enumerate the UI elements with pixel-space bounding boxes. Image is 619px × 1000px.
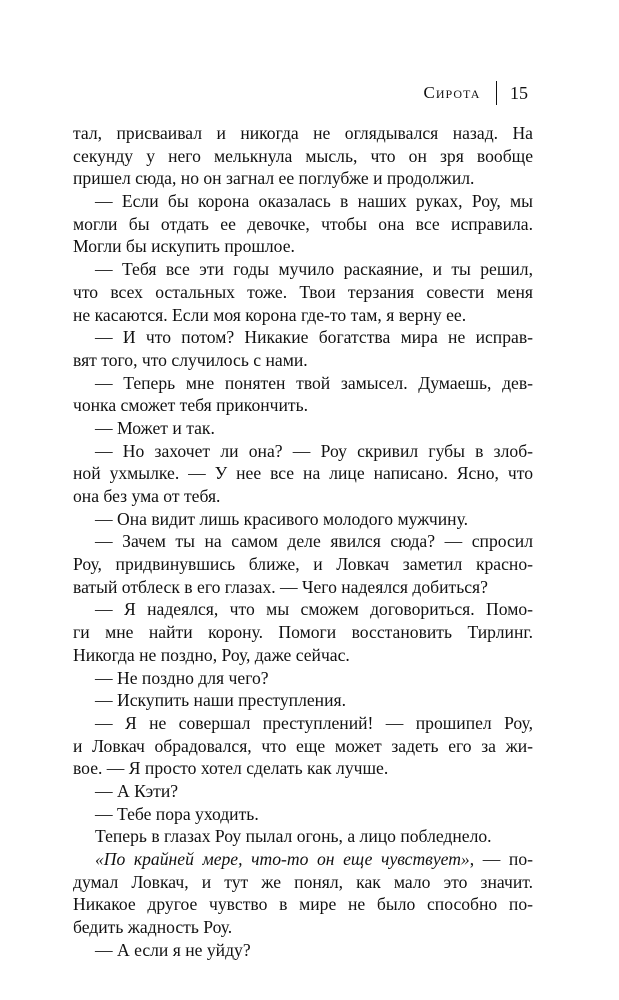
text-line: не касаются. Если моя корона где-то там, я верну ее. bbox=[73, 304, 467, 325]
running-head-divider bbox=[496, 81, 498, 105]
text-line: Теперь в глазах Роу пылал огонь, а лицо побледнело. bbox=[95, 826, 492, 847]
text-line: чонка сможет тебя прикончить. bbox=[73, 395, 309, 416]
text-line: вят того, что случилось с нами. bbox=[73, 349, 308, 370]
text-line: — Но захочет ли она? — Роу скривил губы в злоб- bbox=[95, 440, 533, 461]
running-head-title: Сирота bbox=[423, 83, 481, 102]
text-line: — Я не совершал преступлений! — прошипел Роу, bbox=[95, 712, 533, 733]
text-line: что всех остальных тоже. Твои терзания совести меня bbox=[73, 281, 533, 302]
page-number: 15 bbox=[510, 82, 528, 103]
text-line: — Тебе пора уходить. bbox=[95, 803, 259, 824]
text-line: она без ума от тебя. bbox=[73, 486, 221, 506]
text-line: ги мне найти корону. Помоги восстановить Тирлинг. bbox=[73, 622, 533, 643]
text-line: ватый отблеск в его глазах. — Чего надеялся добиться? bbox=[73, 576, 488, 597]
text-line: — Искупить наши преступления. bbox=[95, 690, 346, 711]
text-line: Никогда не поздно, Роу, даже сейчас. bbox=[73, 644, 350, 665]
line-continuation: , — по- bbox=[469, 849, 533, 869]
body-text bbox=[73, 122, 533, 961]
text-line: бедить жадность Роу. bbox=[73, 917, 233, 938]
text-line: — Она видит лишь красивого молодого мужчину. bbox=[95, 508, 469, 529]
text-line: — А Кэти? bbox=[95, 780, 179, 801]
text-line: — Я надеялся, что мы сможем договориться. Помо- bbox=[95, 599, 533, 620]
text-line: — Теперь мне понятен твой замысел. Думаешь, дев- bbox=[95, 372, 533, 393]
text-line: — Не поздно для чего? bbox=[95, 667, 269, 688]
text-line: тал, присваивал и никогда не оглядывался назад. На bbox=[73, 123, 533, 143]
text-line: — И что потом? Никакие богатства мира не исправ- bbox=[95, 327, 533, 348]
text-line: Роу, придвинувшись ближе, и Ловкач заметил красно- bbox=[73, 554, 533, 575]
text-line: могли бы отдать ее девочке, чтобы она все исправила. bbox=[73, 213, 533, 234]
text-line: вое. — Я просто хотел сделать как лучше. bbox=[73, 758, 389, 779]
text-line: Никакое другое чувство в мире не было способно по- bbox=[73, 894, 533, 915]
text-line: — Зачем ты на самом деле явился сюда? — спросил bbox=[95, 531, 533, 552]
text-line: пришел сюда, но он загнал ее поглубже и продолжил. bbox=[73, 168, 475, 189]
text-line: — А если я не уйду? bbox=[95, 939, 251, 960]
text-line: ной ухмылке. — У нее все на лице написано. Ясно, что bbox=[73, 463, 533, 484]
text-line bbox=[73, 848, 533, 871]
text-line: секунду у него мелькнула мысль, что он зря вообще bbox=[73, 145, 533, 166]
text-line: — Тебя все эти годы мучило раскаяние, и ты решил, bbox=[95, 259, 533, 280]
text-line: — Если бы корона оказалась в наших руках, Роу, мы bbox=[95, 191, 533, 212]
text-line: и Ловкач обрадовался, что еще может задеть его за жи- bbox=[73, 735, 533, 756]
italic-quote: «По крайней мере, что-то он еще чувствует» bbox=[95, 849, 470, 869]
text-line: Могли бы искупить прошлое. bbox=[73, 236, 295, 257]
running-head bbox=[423, 80, 528, 106]
text-line: — Может и так. bbox=[95, 417, 215, 438]
text-line: думал Ловкач, и тут же понял, как мало это значит. bbox=[73, 871, 533, 892]
